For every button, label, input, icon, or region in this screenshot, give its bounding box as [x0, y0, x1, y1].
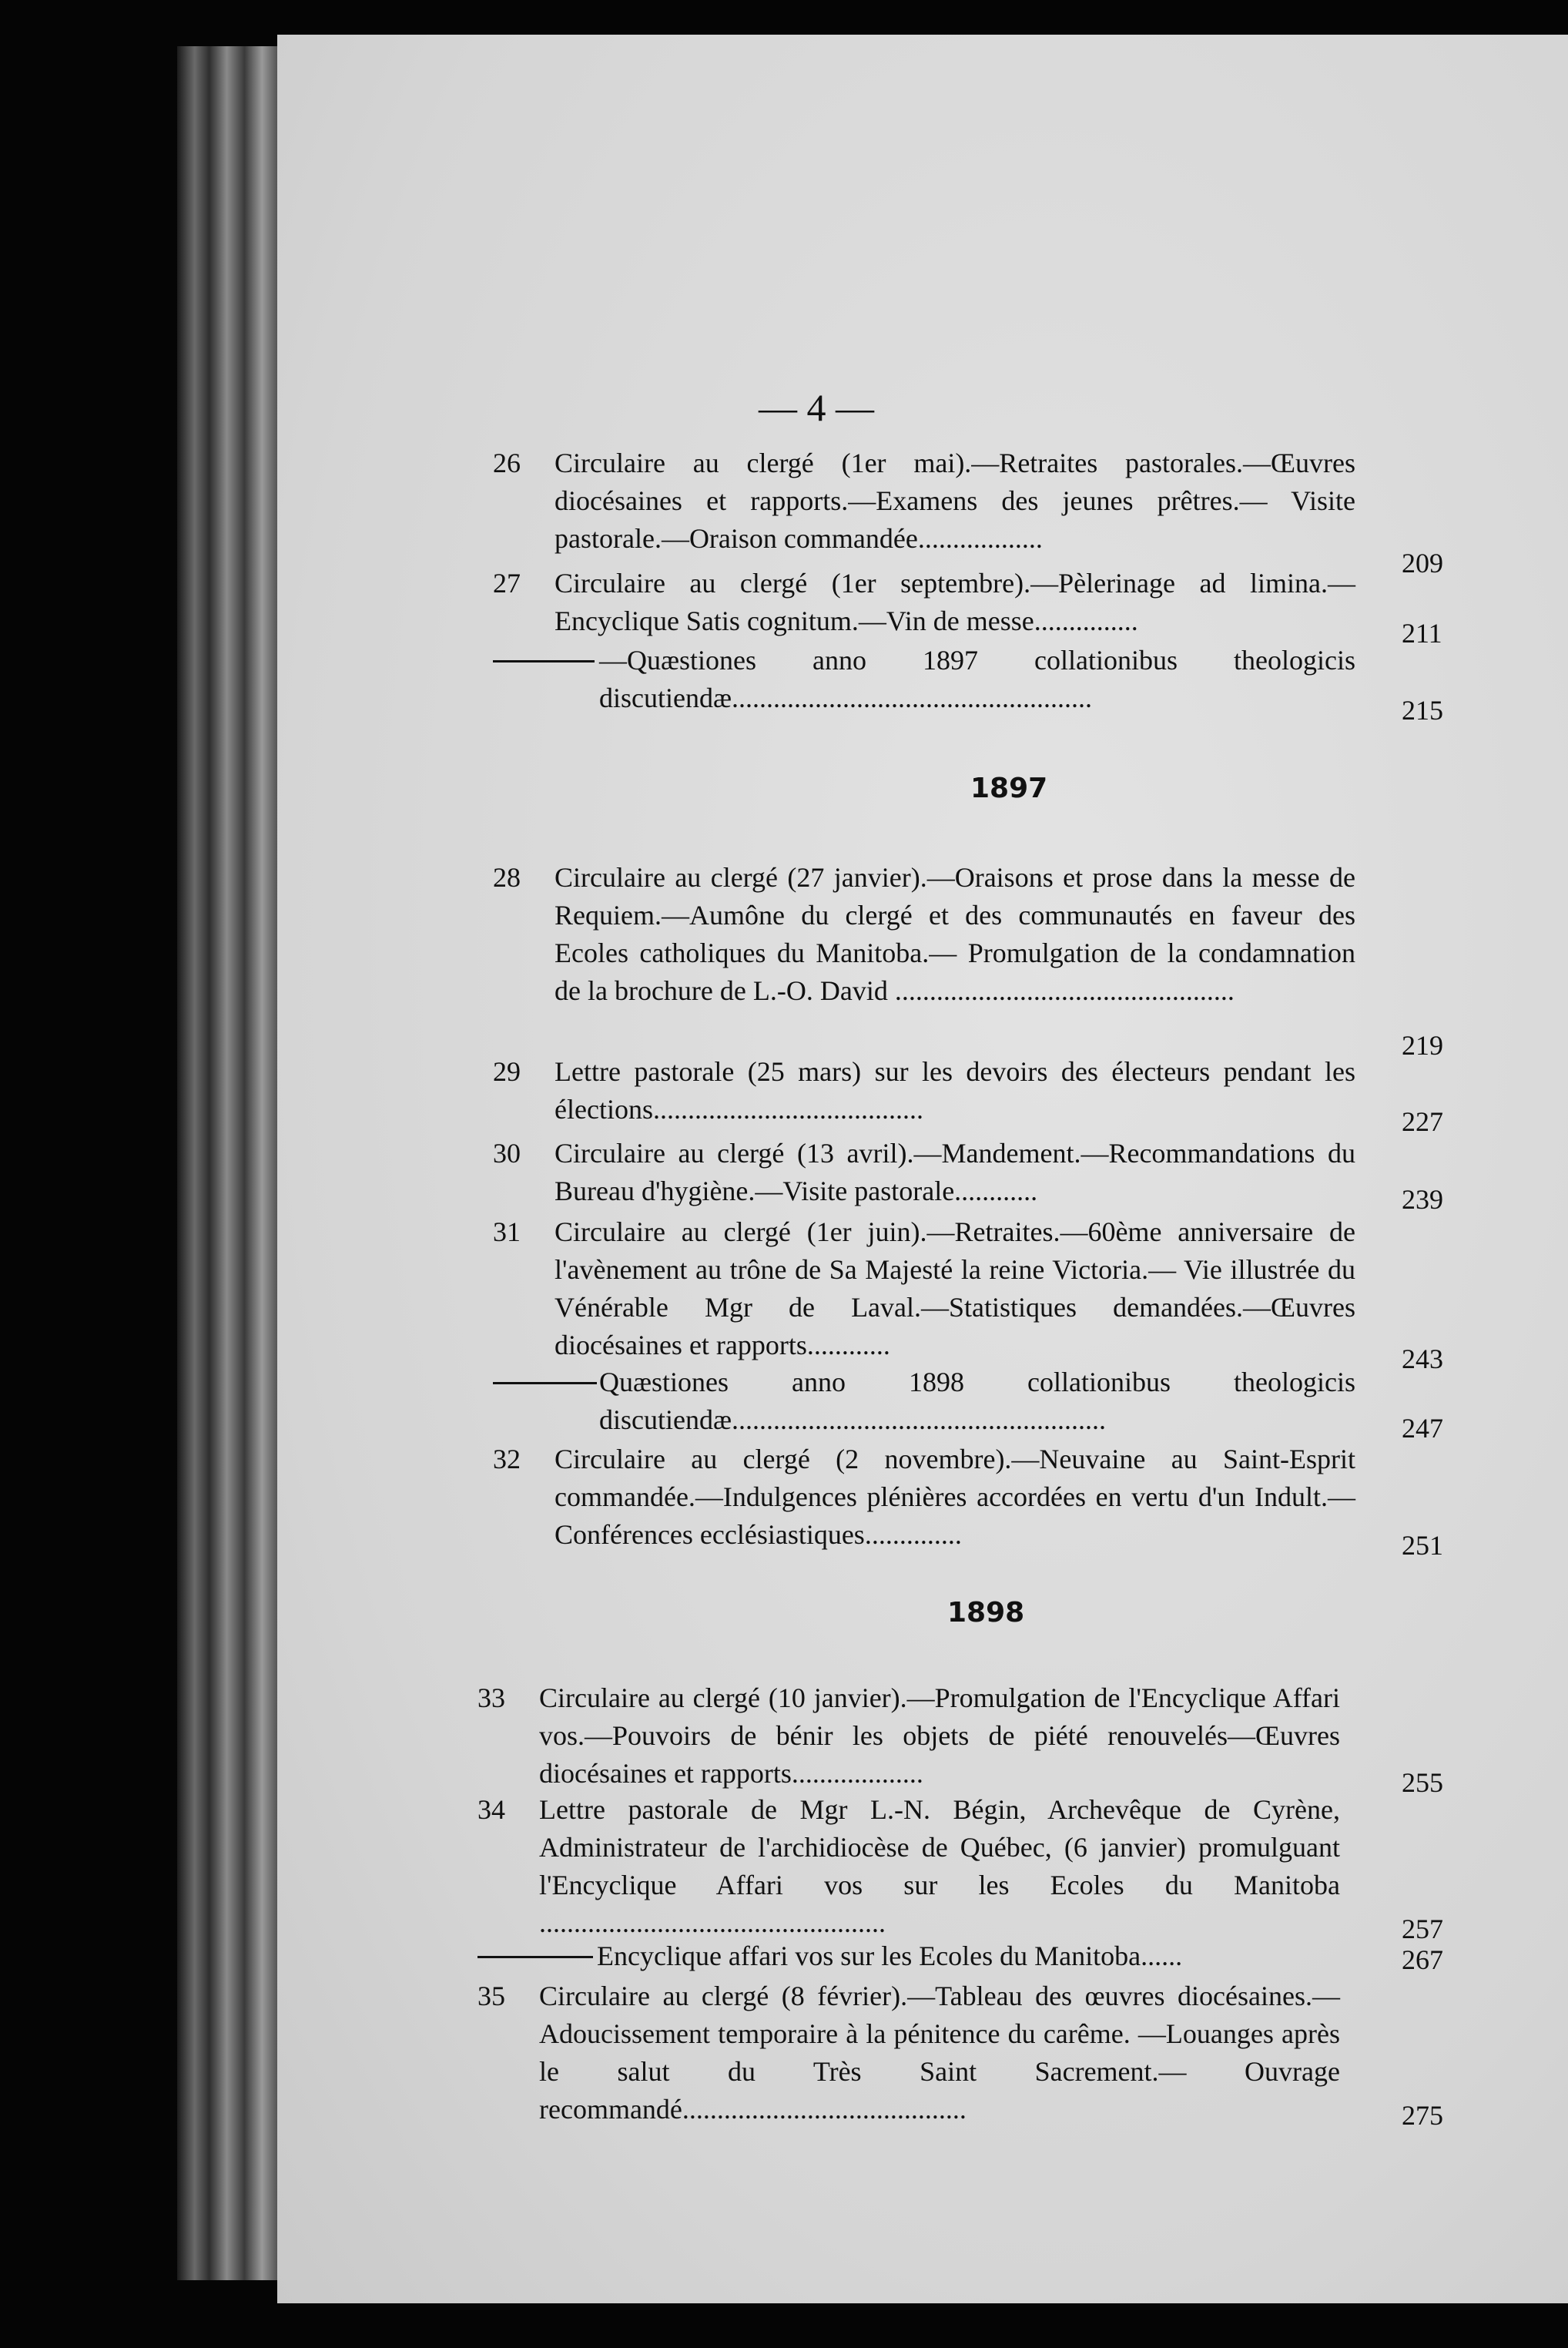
- entry-text: Circulaire au clergé (1er juin).—Retraites.—60ème anniversaire de l'avènement au trône de Sa Majesté la reine Victoria.— Vie illustrée du Vénérable Mgr de Laval.—Statistiques demandées.—Œuvres diocésaines et rapports............: [554, 1216, 1355, 1360]
- entry-page: 251: [1402, 1530, 1443, 1561]
- toc-entry: [493, 1053, 1568, 1137]
- toc-entry: [477, 1937, 1568, 1976]
- entry-number: 33: [477, 1682, 505, 1713]
- entry-page: 227: [1402, 1106, 1443, 1137]
- entry-page: 211: [1402, 618, 1442, 649]
- entry-page: 215: [1402, 695, 1443, 726]
- entry-text: Circulaire au clergé (10 janvier).—Promulgation de l'Encyclique Affari vos.—Pouvoirs de bénir les objets de piété renouvelés—Œuvres diocésaines et rapports...................: [539, 1682, 1340, 1789]
- entry-page: 247: [1402, 1413, 1443, 1444]
- toc-entry: [493, 859, 1568, 1061]
- entry-page: 257: [1402, 1914, 1443, 1944]
- entry-text: Quæstiones anno 1898 collationibus theologicis discutiendæ......................................................: [599, 1367, 1355, 1435]
- entry-text: Lettre pastorale (25 mars) sur les devoirs des électeurs pendant les élections.......................................: [554, 1056, 1355, 1125]
- toc-entry: [493, 444, 1568, 579]
- section-year-1897: 1897: [970, 773, 1048, 804]
- entry-text: Circulaire au clergé (8 février).—Tableau des œuvres diocésaines.—Adoucissement temporaire à la pénitence du carême. —Louanges après le salut du Très Saint Sacrement.— Ouvrage recommandé.........................................: [539, 1981, 1340, 2125]
- entry-text: Encyclique affari vos sur les Ecoles du Manitoba......: [597, 1940, 1183, 1971]
- entry-number: 28: [493, 862, 521, 893]
- entry-number: 31: [493, 1216, 521, 1247]
- entry-number: 34: [477, 1794, 505, 1825]
- entry-number: 35: [477, 1981, 505, 2011]
- toc-entry: [477, 1791, 1568, 1945]
- toc-entry: [493, 1441, 1568, 1561]
- toc-entry: [493, 565, 1568, 649]
- entry-text: Lettre pastorale de Mgr L.-N. Bégin, Archevêque de Cyrène, Administrateur de l'archidiocèse de Québec, (6 janvier) promulguant l'Encyclique Affari vos sur les Ecoles du Manitoba ..................................................: [539, 1794, 1340, 1938]
- entry-number: 30: [493, 1138, 521, 1169]
- toc-entry: [493, 1213, 1568, 1374]
- entry-page: 243: [1402, 1343, 1443, 1374]
- entry-text: Circulaire au clergé (27 janvier).—Oraisons et prose dans la messe de Requiem.—Aumône du clergé et des communautés en faveur des Ecoles catholiques du Manitoba.— Promulgation de la condamnation de la brochure de L.-O. David .................................................: [554, 862, 1355, 1006]
- toc-entry: [477, 1977, 1568, 2132]
- toc-entry: [493, 1135, 1568, 1215]
- toc-entry: [493, 642, 1568, 726]
- entry-number: 32: [493, 1444, 521, 1474]
- toc-entry: [477, 1679, 1568, 1798]
- entry-dash: [477, 1956, 593, 1958]
- document-page: [277, 35, 1568, 2303]
- entry-page: 219: [1402, 1030, 1443, 1061]
- page-number: — 4 —: [759, 386, 874, 429]
- entry-number: 29: [493, 1056, 521, 1087]
- entry-page: 267: [1402, 1944, 1443, 1975]
- entry-number: 27: [493, 568, 521, 599]
- entry-text: —Quæstiones anno 1897 collationibus theologicis discutiendæ....................................................: [599, 645, 1355, 713]
- entry-dash: [493, 1382, 597, 1384]
- entry-page: 255: [1402, 1767, 1443, 1798]
- entry-text: Circulaire au clergé (1er mai).—Retraites pastorales.—Œuvres diocésaines et rapports.—Examens des jeunes prêtres.— Visite pastorale.—Oraison commandée..................: [554, 448, 1355, 554]
- entry-number: 26: [493, 448, 521, 478]
- entry-text: Circulaire au clergé (13 avril).—Mandement.—Recommandations du Bureau d'hygiène.—Visite pastorale............: [554, 1138, 1355, 1206]
- toc-entry: [493, 1364, 1568, 1444]
- entry-dash: [493, 660, 595, 662]
- entry-text: Circulaire au clergé (2 novembre).—Neuvaine au Saint-Esprit commandée.—Indulgences plénières accordées en vertu d'un Indult.—Conférences ecclésiastiques..............: [554, 1444, 1355, 1550]
- entry-text: Circulaire au clergé (1er septembre).—Pèlerinage ad limina.— Encyclique Satis cognitum.—Vin de messe...............: [554, 568, 1355, 636]
- section-year-1898: 1898: [947, 1597, 1025, 1629]
- entry-page: 239: [1402, 1184, 1443, 1215]
- entry-page: 209: [1402, 548, 1443, 579]
- entry-page: 275: [1402, 2100, 1443, 2131]
